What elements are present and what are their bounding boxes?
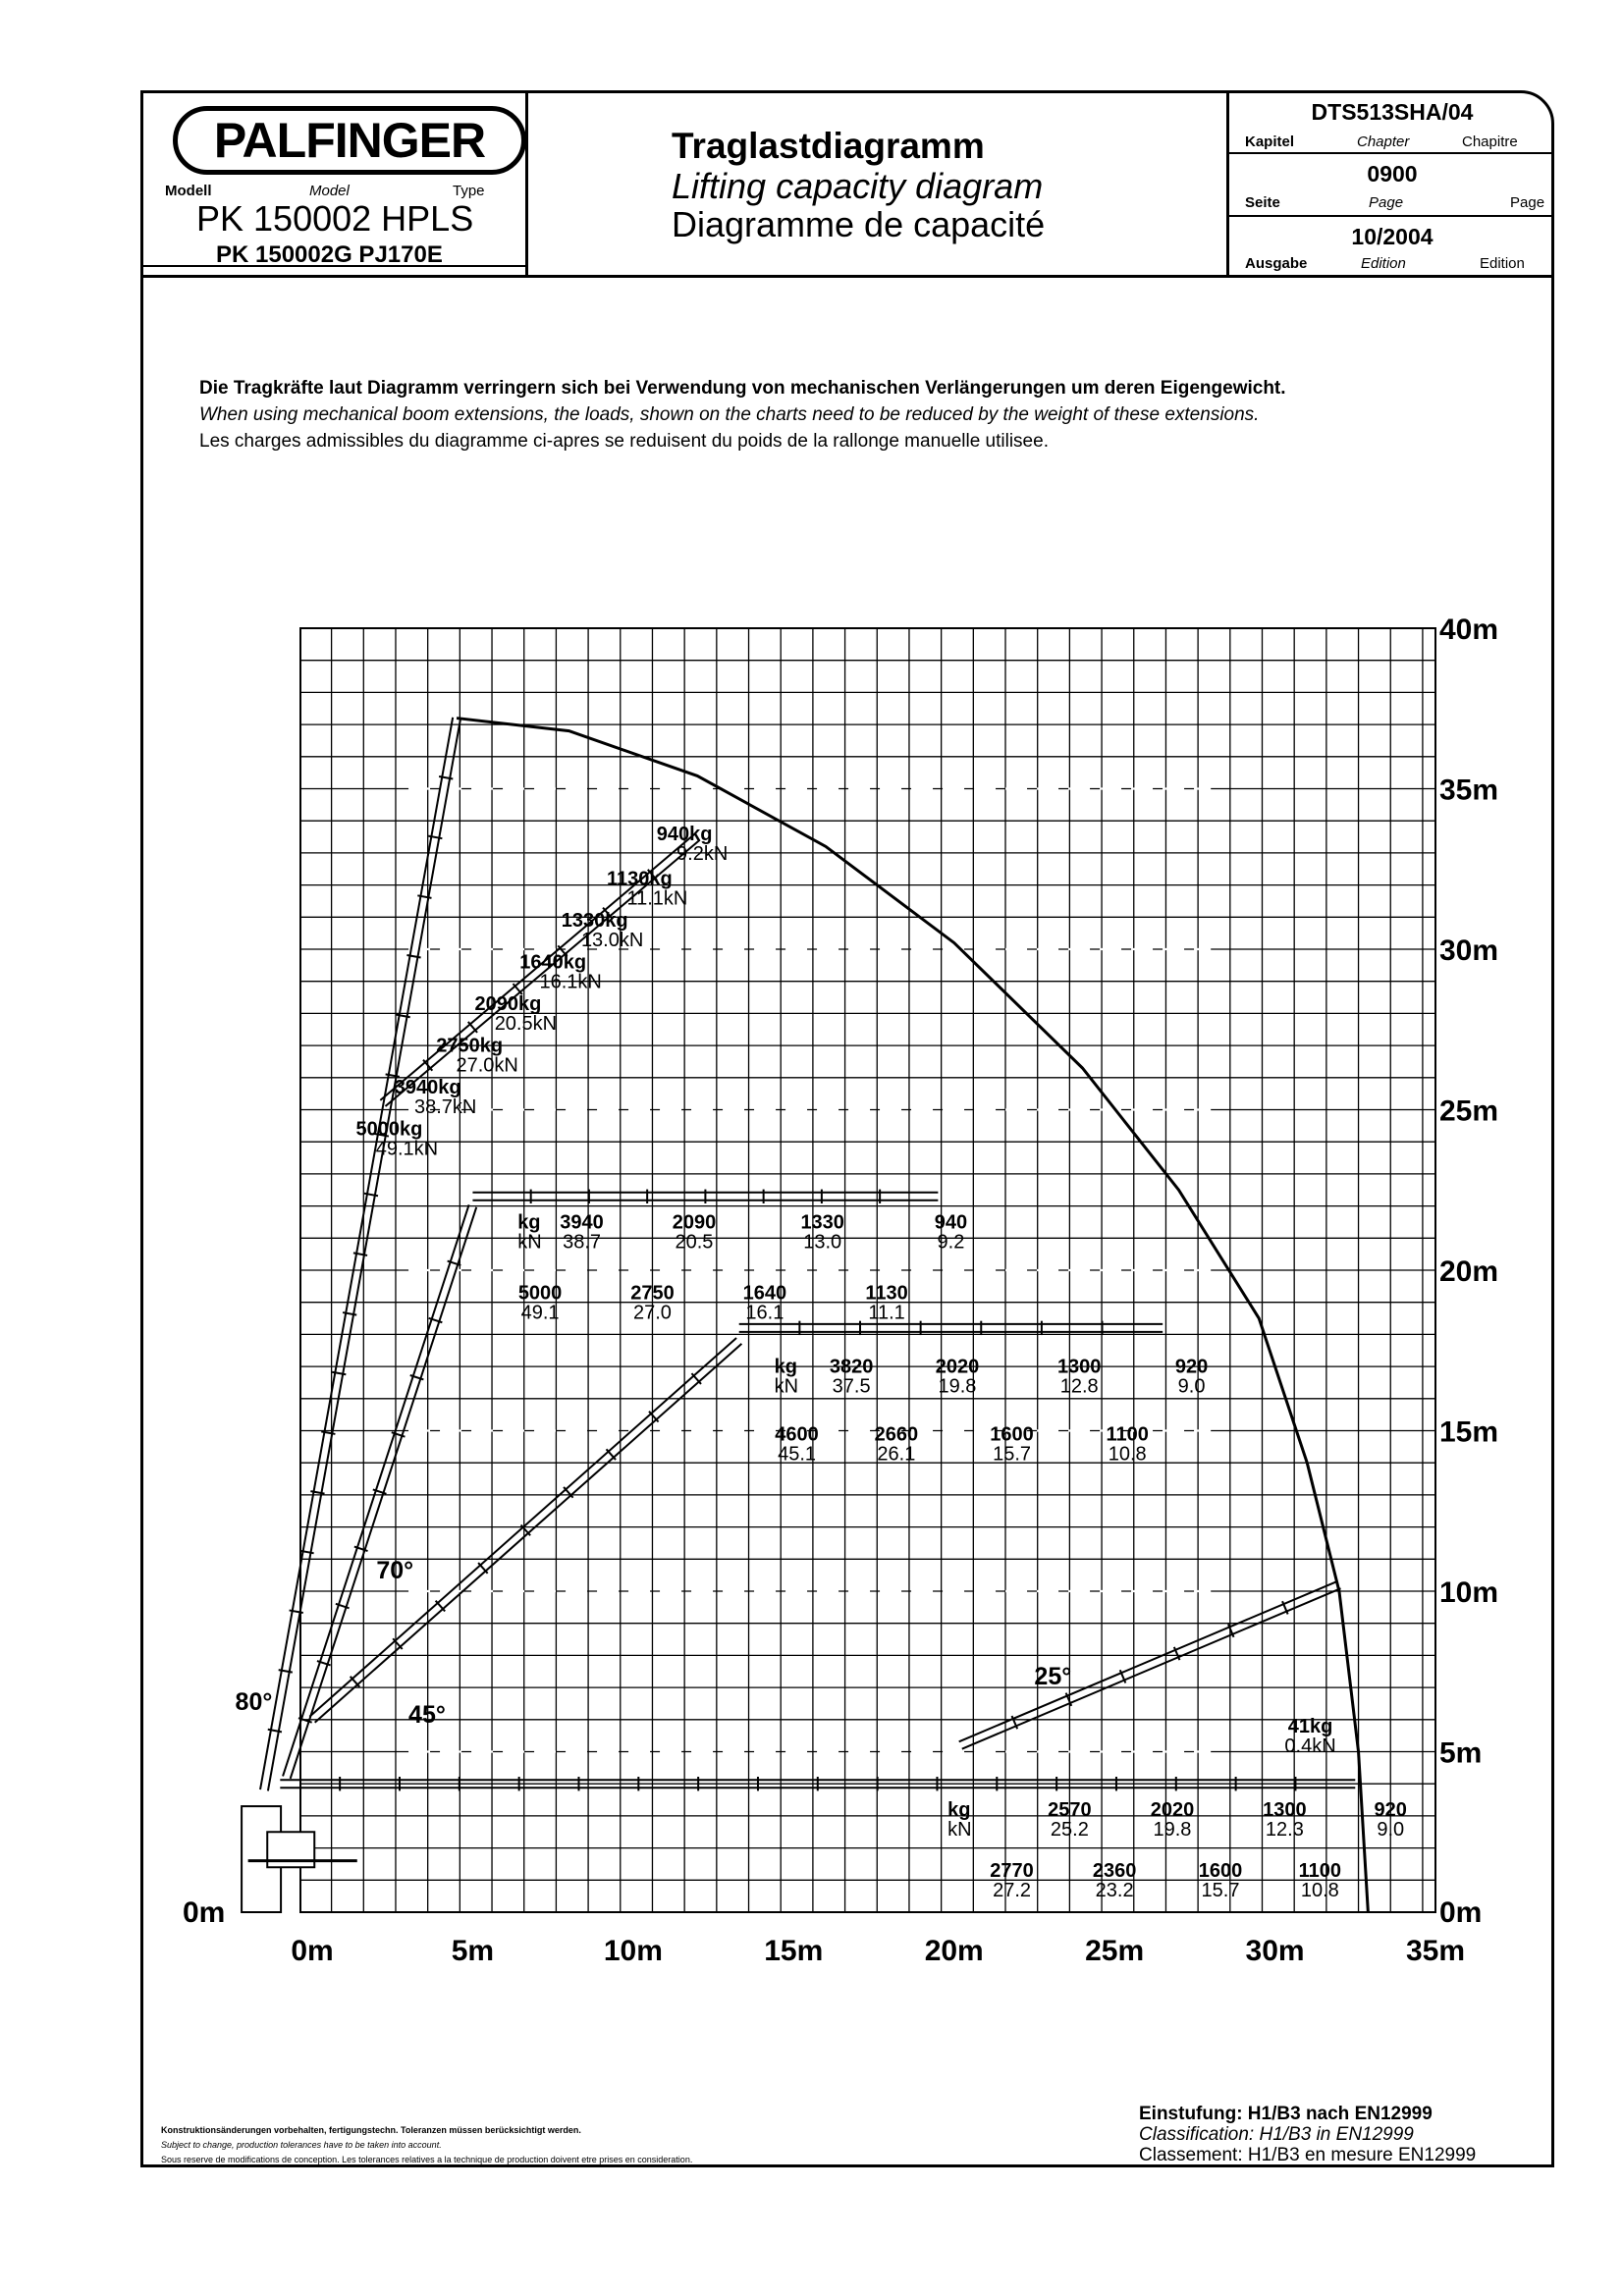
note-fr: Les charges admissibles du diagramme ci-apres se reduisent du poids de la rallonge manuelle utilisee. <box>199 431 1049 452</box>
edition-value: 10/2004 <box>1351 224 1434 249</box>
x-tick-label: 5m <box>451 1935 495 1967</box>
capacity-kn-label: 11.1kN <box>626 887 688 910</box>
chapter-label: Chapter <box>1357 133 1410 150</box>
capacity-kg-value: 1640 <box>742 1282 787 1305</box>
capacity-kg-value: 920 <box>1174 1356 1209 1378</box>
capacity-kn-label: 13.0kN <box>580 930 644 952</box>
page-number: 0900 <box>1367 161 1418 187</box>
capacity-kn-label: 38.7kN <box>413 1096 477 1119</box>
edition-label-it: Edition <box>1361 255 1406 272</box>
capacity-kg-value: 1100 <box>1106 1423 1149 1446</box>
boom-joint <box>478 1563 488 1574</box>
page-label-it: Page <box>1369 194 1404 211</box>
boom-joint <box>436 1601 446 1612</box>
capacity-kg-label: 1640kg <box>519 951 587 974</box>
capacity-kn-value: 10.8 <box>1300 1880 1339 1902</box>
type-label: Type <box>453 183 485 199</box>
capacity-kg-label: 3940kg <box>394 1077 461 1099</box>
doc-code: DTS513SHA/04 <box>1311 99 1474 125</box>
model-name: PK 150002 HPLS <box>196 198 474 239</box>
capacity-kn-value: 23.2 <box>1095 1880 1134 1902</box>
x-tick-label: 0m <box>291 1935 334 1967</box>
capacity-kn-value: 9.0 <box>1177 1375 1206 1398</box>
classification-block <box>1139 2104 1476 2165</box>
capacity-kg-value: 2660 <box>874 1423 919 1446</box>
capacity-kn-value: 9.0 <box>1377 1818 1405 1841</box>
capacity-kn-label: 9.2kN <box>676 842 729 865</box>
x-tick-label: 15m <box>764 1935 824 1967</box>
y-tick-label: 0m <box>1439 1896 1483 1929</box>
x-tick-label: 30m <box>1245 1935 1305 1967</box>
fine-en: Subject to change, production tolerances have to be taken into account. <box>161 2140 442 2150</box>
capacity-kg-value: 1130 <box>865 1282 908 1305</box>
unit-kn-label: kN <box>774 1375 799 1398</box>
capacity-kg-value: 2090 <box>672 1211 717 1234</box>
unit-kn-label: kN <box>947 1818 972 1841</box>
capacity-kg-value: 1100 <box>1298 1860 1342 1883</box>
boom-edge <box>959 1581 1338 1742</box>
page-label: Page <box>1510 194 1545 211</box>
capacity-kn-value: 19.8 <box>938 1375 977 1398</box>
capacity-kn-value: 19.8 <box>1153 1818 1192 1841</box>
boom-joint <box>393 1638 403 1649</box>
capacity-kn-label: 49.1kN <box>375 1138 439 1160</box>
y-tick-label: 35m <box>1439 774 1499 807</box>
boom-edge <box>962 1588 1341 1749</box>
capacity-kn-value: 38.7 <box>563 1231 602 1254</box>
capacity-kn-value: 49.1 <box>520 1302 560 1324</box>
title-en: Lifting capacity diagram <box>672 166 1044 206</box>
boom-joint <box>607 1449 617 1460</box>
kapitel-label: Kapitel <box>1245 133 1295 150</box>
y-tick-label: 25m <box>1439 1095 1499 1128</box>
capacity-kg-label: 1130kg <box>607 868 673 890</box>
capacity-kg-label: 5000kg <box>355 1118 423 1141</box>
capacity-kg-value: 1300 <box>1263 1798 1307 1821</box>
boom-joint <box>649 1412 659 1422</box>
chapitre-label: Chapitre <box>1462 133 1518 150</box>
capacity-kg-value: 4600 <box>775 1423 819 1446</box>
capacity-kn-value: 26.1 <box>877 1443 916 1466</box>
capacity-kn-value: 25.2 <box>1050 1818 1089 1841</box>
class-de: Einstufung: H1/B3 nach EN12999 <box>1139 2104 1433 2124</box>
reach-envelope-curve <box>457 719 1368 1912</box>
capacity-kg-value: 920 <box>1374 1798 1407 1821</box>
capacity-kn-value: 27.2 <box>993 1880 1032 1902</box>
capacity-kg-label: 2750kg <box>436 1035 504 1057</box>
capacity-kg-value: 1600 <box>1198 1860 1243 1883</box>
y-tick-label: 20m <box>1439 1255 1499 1288</box>
capacity-kg-value: 3820 <box>829 1356 874 1378</box>
angle-label: 80° <box>235 1687 273 1716</box>
boom-joint <box>351 1677 360 1687</box>
capacity-kg-value: 1300 <box>1056 1356 1102 1378</box>
capacity-kn-value: 13.0 <box>803 1231 842 1254</box>
capacity-kn-value: 12.8 <box>1059 1375 1099 1398</box>
boom-joint <box>691 1373 701 1384</box>
capacity-kn-value: 10.8 <box>1108 1443 1147 1466</box>
capacity-kn-value: 11.1 <box>868 1302 905 1324</box>
unit-kg-label: kg <box>774 1356 798 1378</box>
capacity-kn-value: 16.1 <box>745 1302 784 1324</box>
capacity-kg-value: 1330 <box>800 1211 844 1234</box>
y-tick-label: 15m <box>1439 1415 1499 1449</box>
capacity-kn-label: 0.4kN <box>1284 1735 1336 1757</box>
capacity-kg-label: 940kg <box>656 823 713 845</box>
capacity-kn-value: 15.7 <box>1201 1880 1240 1902</box>
capacity-kg-value: 3940 <box>560 1211 604 1234</box>
fine-de: Konstruktionsänderungen vorbehalten, fertigungstechn. Toleranzen müssen berücksichtigt werden. <box>161 2125 581 2135</box>
capacity-kn-label: 16.1kN <box>539 971 602 993</box>
capacity-kn-label: 20.5kN <box>494 1013 558 1036</box>
fine-fr: Sous reserve de modifications de conception. Les tolerances relatives a la technique de production doivent etre prises en consideration. <box>161 2155 693 2164</box>
capacity-kn-value: 37.5 <box>832 1375 871 1398</box>
unit-kn-label: kN <box>517 1231 542 1254</box>
modell-label: Modell <box>165 183 212 199</box>
ausgabe-label: Ausgabe <box>1245 255 1308 272</box>
edition-label: Edition <box>1480 255 1525 272</box>
capacity-kn-value: 12.3 <box>1265 1818 1304 1841</box>
x-tick-label: 25m <box>1085 1935 1145 1967</box>
boom-joint <box>564 1487 573 1498</box>
capacity-kg-value: 2570 <box>1048 1798 1092 1821</box>
unit-kg-label: kg <box>517 1211 541 1234</box>
capacity-kg-label: 2090kg <box>474 993 542 1016</box>
capacity-kg-value: 2020 <box>935 1356 980 1378</box>
palfinger-logo: PALFINGER <box>173 106 526 175</box>
capacity-kg-value: 2360 <box>1092 1860 1137 1883</box>
capacity-kg-value: 940 <box>934 1211 968 1234</box>
capacity-kg-value: 5000 <box>517 1282 563 1305</box>
x-tick-label: 20m <box>924 1935 984 1967</box>
capacity-kn-label: 27.0kN <box>456 1054 518 1077</box>
capacity-kn-value: 15.7 <box>993 1443 1032 1466</box>
capacity-kg-value: 2770 <box>990 1860 1034 1883</box>
capacity-kn-value: 45.1 <box>778 1443 817 1466</box>
y-tick-label: 30m <box>1439 934 1499 967</box>
note-de: Die Tragkräfte laut Diagramm verringern sich bei Verwendung von mechanischen Verlängerungen um deren Eigengewicht. <box>199 378 1286 399</box>
angle-label: 25° <box>1034 1662 1072 1690</box>
model-variant: PK 150002G PJ170E <box>216 241 443 268</box>
class-fr: Classement: H1/B3 en mesure EN12999 <box>1139 2145 1477 2165</box>
capacity-kg-label: 1330kg <box>561 910 628 933</box>
title-de: Traglastdiagramm <box>672 126 985 166</box>
class-en: Classification: H1/B3 in EN12999 <box>1139 2124 1414 2145</box>
angle-label: 70° <box>376 1556 414 1584</box>
model-label: Model <box>309 183 350 199</box>
capacity-kg-label: 41kg <box>1287 1715 1333 1737</box>
footer-fine-print <box>161 2125 692 2164</box>
angle-label: 45° <box>408 1701 446 1730</box>
capacity-kn-value: 27.0 <box>632 1302 672 1324</box>
seite-label: Seite <box>1245 194 1280 211</box>
capacity-kn-value: 9.2 <box>937 1231 965 1254</box>
note-en: When using mechanical boom extensions, the loads, shown on the charts need to be reduced by the weight of these extensions. <box>199 404 1260 425</box>
unit-kg-label: kg <box>947 1798 971 1821</box>
y-tick-label: 10m <box>1439 1576 1499 1609</box>
x-tick-label: 10m <box>603 1935 663 1967</box>
title-fr: Diagramme de capacité <box>672 204 1046 244</box>
y-tick-label: 5m <box>1439 1736 1483 1770</box>
x-tick-label: 35m <box>1405 1935 1466 1967</box>
capacity-kn-value: 20.5 <box>675 1231 714 1254</box>
capacity-kg-value: 2750 <box>630 1282 675 1305</box>
y-tick-label: 0m <box>183 1896 226 1929</box>
boom-joint <box>468 1022 477 1033</box>
y-tick-label: 40m <box>1439 614 1499 646</box>
capacity-kg-value: 2020 <box>1150 1798 1195 1821</box>
capacity-kg-value: 1600 <box>990 1423 1034 1446</box>
